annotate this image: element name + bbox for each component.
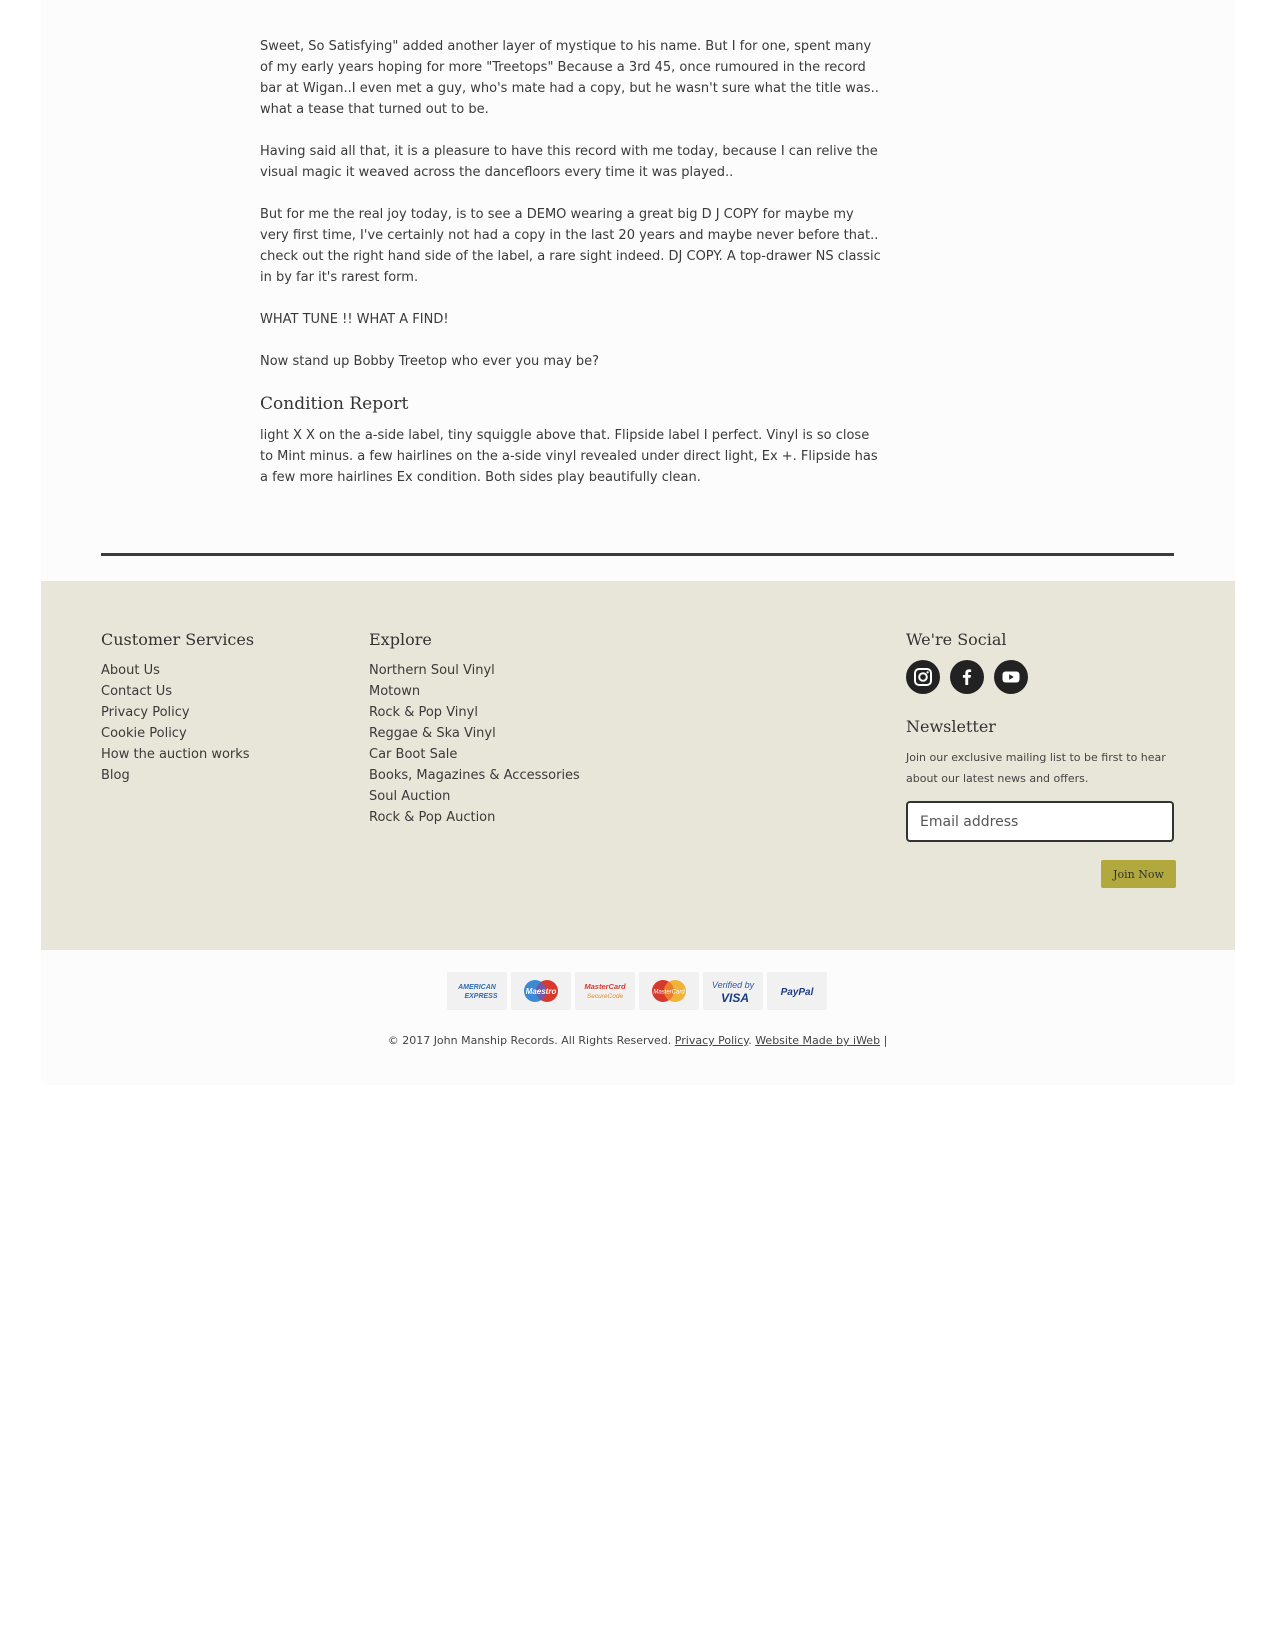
copyright-separator: | [883, 1034, 888, 1047]
description-paragraph: Having said all that, it is a pleasure to have this record with me today, because I can relive the visual magic it weaved across the dancefloors every time it was played.. [260, 144, 878, 180]
footer-link-about-us[interactable]: About Us [101, 663, 160, 678]
facebook-icon[interactable] [950, 660, 984, 694]
join-now-button[interactable]: Join Now [1101, 860, 1176, 888]
email-field[interactable] [906, 801, 1174, 842]
explore-heading: Explore [369, 630, 432, 649]
mastercard-icon [639, 972, 699, 1010]
amex-icon [447, 972, 507, 1010]
maestro-icon [511, 972, 571, 1010]
iweb-link[interactable]: Website Made by iWeb [755, 1034, 881, 1047]
footer-link-contact-us[interactable]: Contact Us [101, 684, 172, 699]
footer-link-reggae-ska[interactable]: Reggae & Ska Vinyl [369, 726, 496, 741]
customer-services-heading: Customer Services [101, 630, 255, 649]
svg-text:SecureCode: SecureCode [586, 993, 624, 1000]
svg-text:Verified by: Verified by [711, 980, 755, 990]
description-paragraph: Now stand up Bobby Treetop who ever you may be? [260, 354, 599, 369]
footer-link-cookie-policy[interactable]: Cookie Policy [101, 726, 187, 741]
svg-text:MasterCard: MasterCard [653, 989, 685, 996]
footer-link-northern-soul[interactable]: Northern Soul Vinyl [369, 663, 495, 678]
site-footer [41, 581, 1235, 950]
condition-report-heading: Condition Report [260, 394, 409, 414]
youtube-icon[interactable] [994, 660, 1028, 694]
svg-text:PayPal: PayPal [780, 987, 814, 998]
payment-methods [447, 972, 827, 1010]
description-paragraph: Sweet, So Satisfying" added another layer of mystique to his name. But I for one, spent many of my early years hoping for more "Treetops" Because a 3rd 45, once rumoured in the record bar at Wigan..I even met a guy, who's mate had a copy, but he wasn't sure what the title was.. what a tease that turned out to be. [260, 39, 879, 117]
footer-link-rock-pop-auction[interactable]: Rock & Pop Auction [369, 810, 496, 825]
social-icons [906, 660, 1176, 694]
description-paragraph: But for me the real joy today, is to see a DEMO wearing a great big D J COPY for maybe my very first time, I've certainly not had a copy in the last 20 years and maybe never before that.. check out the right hand side of the label, a rare sight indeed. DJ COPY. A top-drawer NS classic in by far it's rarest form. [260, 207, 881, 285]
verified-by-visa-icon [703, 972, 763, 1010]
newsletter-description: Join our exclusive mailing list to be first to hear about our latest news and offers. [906, 751, 1166, 785]
svg-text:EXPRESS: EXPRESS [464, 993, 498, 1000]
paypal-icon [767, 972, 827, 1010]
copyright-bar: © 2017 John Manship Records. All Rights Reserved. Privacy Policy. Website Made by iWeb | [387, 1034, 888, 1047]
social-newsletter-column [906, 629, 1176, 881]
svg-text:VISA: VISA [720, 991, 750, 1005]
product-description [260, 36, 882, 509]
section-divider [101, 553, 1174, 556]
mastercard-securecode-icon [575, 972, 635, 1010]
footer-link-rock-pop-vinyl[interactable]: Rock & Pop Vinyl [369, 705, 478, 720]
footer-link-car-boot-sale[interactable]: Car Boot Sale [369, 747, 458, 762]
customer-services-column [101, 629, 341, 786]
explore-links [369, 660, 669, 828]
newsletter-heading: Newsletter [906, 717, 996, 736]
instagram-icon[interactable] [906, 660, 940, 694]
footer-link-auction-works[interactable]: How the auction works [101, 747, 250, 762]
svg-text:Maestro: Maestro [525, 987, 557, 996]
customer-services-links [101, 660, 341, 786]
footer-link-motown[interactable]: Motown [369, 684, 421, 699]
explore-column [369, 629, 669, 828]
description-paragraph: WHAT TUNE !! WHAT A FIND! [260, 312, 449, 327]
footer-link-books-magazines[interactable]: Books, Magazines & Accessories [369, 768, 580, 783]
svg-text:AMERICAN: AMERICAN [458, 984, 496, 991]
footer-link-privacy-policy[interactable]: Privacy Policy [101, 705, 190, 720]
privacy-policy-link[interactable]: Privacy Policy [674, 1034, 749, 1047]
svg-text:MasterCard: MasterCard [584, 982, 626, 991]
condition-report-text: light X X on the a-side label, tiny squiggle above that. Flipside label I perfect. Vinyl is so close to Mint minus. a few hairlines on the a-side vinyl revealed under direct light, Ex +. Flipside has a few more hairlines Ex condition. Both sides play beautifully clean. [260, 428, 878, 485]
footer-link-soul-auction[interactable]: Soul Auction [369, 789, 451, 804]
social-heading: We're Social [906, 630, 1007, 649]
footer-link-blog[interactable]: Blog [101, 768, 130, 783]
copyright-text: © 2017 John Manship Records. All Rights Reserved. [387, 1034, 672, 1047]
